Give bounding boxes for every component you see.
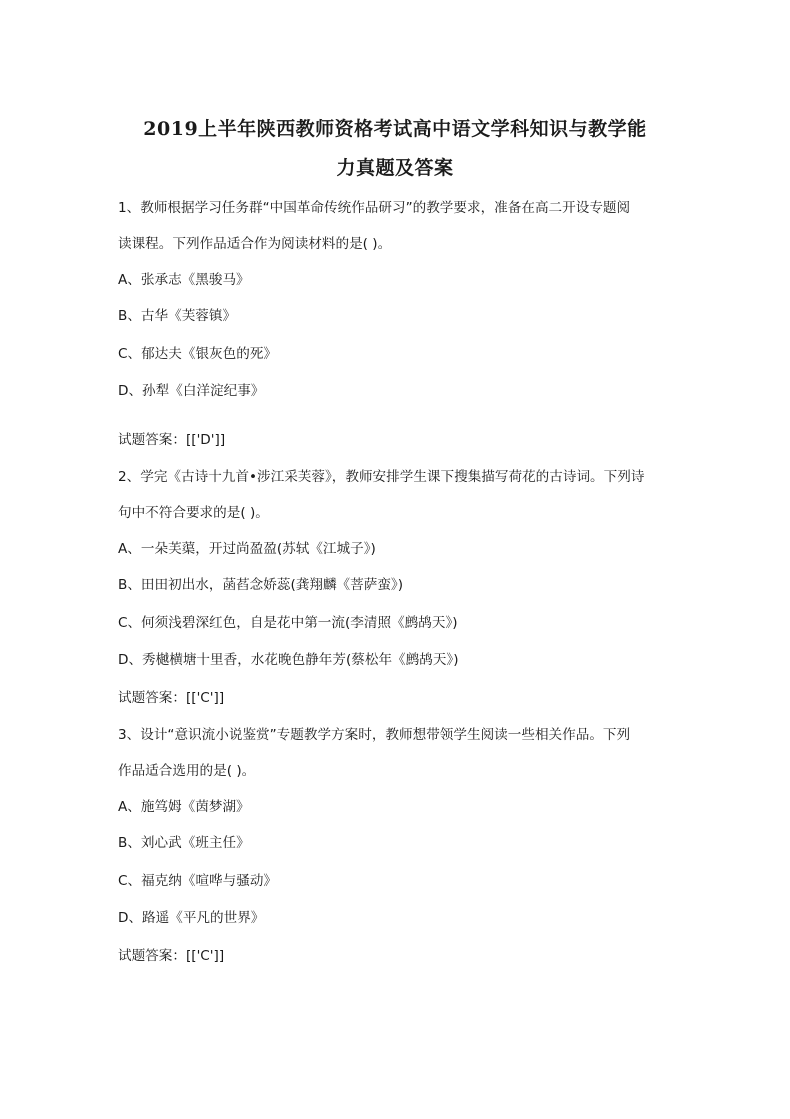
option-d: D、秀樾横塘十里香，水花晚色静年芳(蔡松年《鹧鸪天》)	[118, 652, 459, 668]
answer-line: 试题答案：[['C']]	[118, 690, 225, 706]
option-c: C、郁达夫《银灰色的死》	[118, 346, 278, 362]
question-stem: 句中不符合要求的是( )。	[118, 505, 269, 521]
document-title-line-2: 力真题及答案	[336, 157, 454, 179]
option-b: B、田田初出水，菡萏念娇蕊(龚翔麟《菩萨蛮》)	[118, 577, 404, 593]
option-a: A、施笃姆《茵梦湖》	[118, 799, 250, 815]
option-d: D、路遥《平凡的世界》	[118, 910, 265, 926]
answer-line: 试题答案：[['D']]	[118, 432, 226, 448]
document-title-line-1: 2019上半年陕西教师资格考试高中语文学科知识与教学能	[143, 118, 647, 140]
option-c: C、福克纳《喧哗与骚动》	[118, 873, 278, 889]
question-stem: 读课程。下列作品适合作为阅读材料的是( )。	[118, 236, 392, 252]
answer-line: 试题答案：[['C']]	[118, 948, 225, 964]
question-stem: 1、教师根据学习任务群“中国革命传统作品研习”的教学要求，准备在高二开设专题阅	[118, 200, 631, 216]
option-d: D、孙犁《白洋淀纪事》	[118, 383, 265, 399]
option-a: A、张承志《黑骏马》	[118, 272, 250, 288]
question-stem: 作品适合选用的是( )。	[118, 763, 256, 779]
option-b: B、古华《芙蓉镇》	[118, 308, 237, 324]
option-a: A、一朵芙蕖，开过尚盈盈(苏轼《江城子》)	[118, 541, 376, 557]
option-c: C、何须浅碧深红色，自是花中第一流(李清照《鹧鸪天》)	[118, 615, 458, 631]
question-stem: 3、设计“意识流小说鉴赏”专题教学方案时，教师想带领学生阅读一些相关作品。下列	[118, 727, 631, 743]
question-stem: 2、学完《古诗十九首•涉江采芙蓉》，教师安排学生课下搜集描写荷花的古诗词。下列诗	[118, 469, 645, 485]
option-b: B、刘心武《班主任》	[118, 835, 250, 851]
